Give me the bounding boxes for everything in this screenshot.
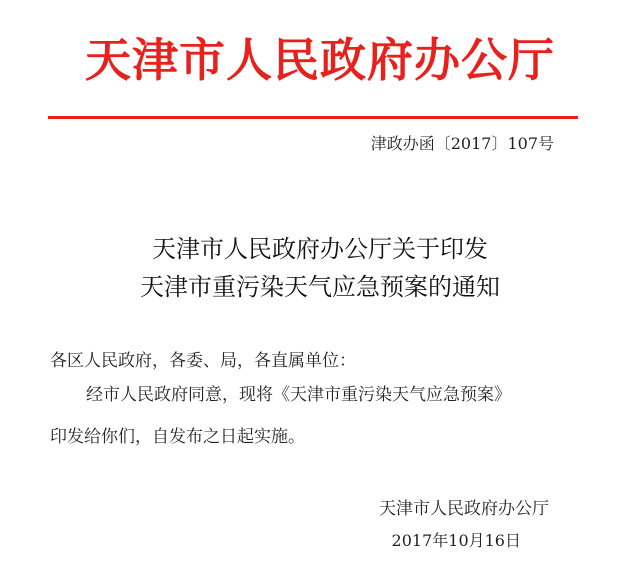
signature-issuer: 天津市人民政府办公厅 xyxy=(379,499,549,519)
document-number: 津政办函〔2017〕107号 xyxy=(370,134,554,153)
signature-date: 2017年10月16日 xyxy=(391,531,521,550)
body-paragraph xyxy=(50,383,590,449)
document-title-line-2: 天津市重污染天气应急预案的通知 xyxy=(140,273,500,301)
body-line-2: 印发给你们，自发布之日起实施。 xyxy=(50,427,305,447)
document-title-line-1: 天津市人民政府办公厅关于印发 xyxy=(152,235,488,263)
body-line-1: 经市人民政府同意，现将《天津市重污染天气应急预案》 xyxy=(86,385,511,405)
red-divider-line xyxy=(48,116,578,119)
document-title xyxy=(0,230,640,306)
masthead-title: 天津市人民政府办公厅 xyxy=(85,33,555,87)
addressee: 各区人民政府，各委、局，各直属单位： xyxy=(50,351,356,371)
